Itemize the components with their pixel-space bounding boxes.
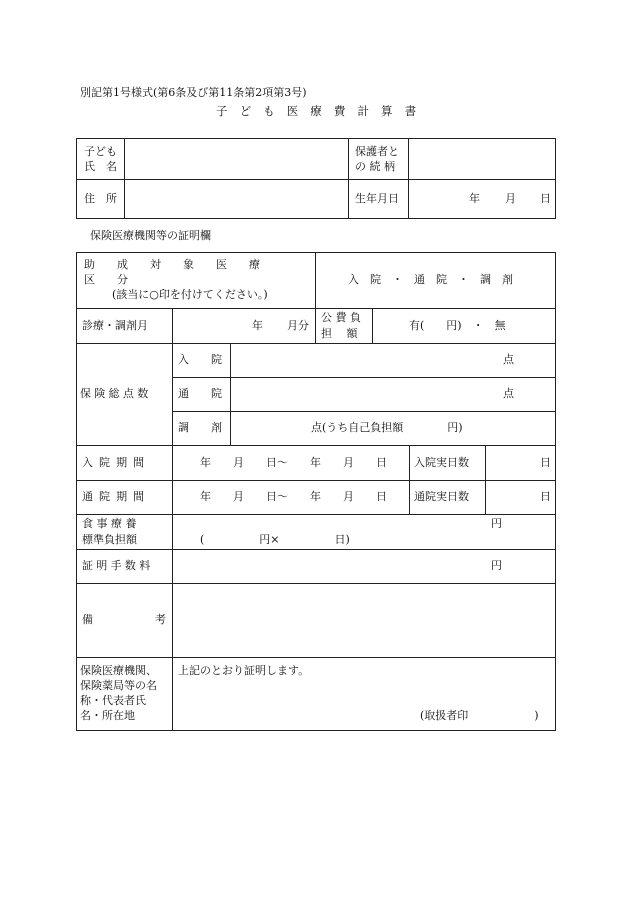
- points-outpatient-unit: 点: [503, 387, 514, 400]
- outpatient-days-unit: 日: [540, 490, 551, 503]
- treatment-month-year-unit: 年: [252, 319, 263, 332]
- certificate-fee-unit: 円: [491, 559, 502, 572]
- certification-statement: 上記のとおり証明します。: [178, 664, 310, 677]
- public-burden-label-line1: 公 費 負: [321, 311, 361, 324]
- points-inpatient-label: 入 院: [178, 353, 222, 366]
- category-label-line2: 区 分: [84, 273, 128, 286]
- outpatient-period-value: 年 月 日〜 年 月 日: [200, 490, 387, 503]
- remarks-label-char2: 考: [155, 613, 166, 626]
- meal-burden-label-line1: 食 事 療 養: [82, 517, 137, 530]
- category-label-line1: 助 成 対 象 医 療: [84, 258, 260, 271]
- points-outpatient-label: 通 院: [178, 387, 222, 400]
- certification-section-caption: 保険医療機関等の証明欄: [90, 229, 211, 242]
- inpatient-days-label: 入院実日数: [414, 456, 469, 469]
- birthdate-label: 生年月日: [355, 192, 399, 205]
- form-reference: 別記第1号様式(第6条及び第11条第2項第3号): [80, 86, 307, 99]
- address-label: 住 所: [84, 192, 117, 205]
- meal-burden-formula: ( 円× 日): [200, 533, 350, 546]
- category-note: (該当に○印を付けてください。): [112, 288, 268, 301]
- guardian-relation-label-line1: 保護者と: [355, 145, 399, 158]
- inpatient-days-unit: 日: [540, 456, 551, 469]
- institution-label-line2: 保険薬局等の名: [80, 679, 157, 692]
- outpatient-days-label: 通院実日数: [414, 490, 469, 503]
- certificate-fee-label: 証明手数料: [82, 559, 154, 572]
- inpatient-period-label: 入院期間: [82, 456, 151, 469]
- points-inpatient-unit: 点: [503, 353, 514, 366]
- points-dispensing-value: 点(うち自己負担額 円): [311, 421, 463, 434]
- meal-burden-unit: 円: [491, 517, 502, 530]
- child-name-label-line2: 氏 名: [84, 160, 117, 173]
- total-points-label: 保険総点数: [80, 387, 152, 400]
- outpatient-period-label: 通院期間: [82, 490, 151, 503]
- birth-year-unit: 年: [469, 192, 480, 205]
- institution-label-line1: 保険医療機関、: [80, 664, 157, 677]
- treatment-month-label: 診療・調剤月: [82, 319, 148, 332]
- child-name-label-line1: 子ども: [84, 145, 117, 158]
- inpatient-period-value: 年 月 日〜 年 月 日: [200, 456, 387, 469]
- points-dispensing-label: 調 剤: [178, 421, 222, 434]
- category-options[interactable]: 入 院 ・ 通 院 ・ 調 剤: [348, 273, 513, 286]
- handler-seal: (取扱者印 ): [420, 709, 539, 722]
- page-title: 子ども医療費計算書: [216, 104, 429, 118]
- institution-label-line3: 称・代表者氏: [80, 694, 146, 707]
- institution-label-line4: 名・所在地: [80, 709, 135, 722]
- remarks-label-char1: 備: [82, 613, 93, 626]
- treatment-month-unit: 月分: [287, 319, 309, 332]
- birth-month-unit: 月: [505, 192, 516, 205]
- public-burden-options[interactable]: 有( 円) ・ 無: [409, 319, 506, 332]
- public-burden-label-line2: 担 額: [321, 327, 358, 340]
- guardian-relation-label-line2: の 続 柄: [355, 160, 395, 173]
- meal-burden-label-line2: 標準負担額: [82, 533, 137, 546]
- birth-day-unit: 日: [540, 192, 551, 205]
